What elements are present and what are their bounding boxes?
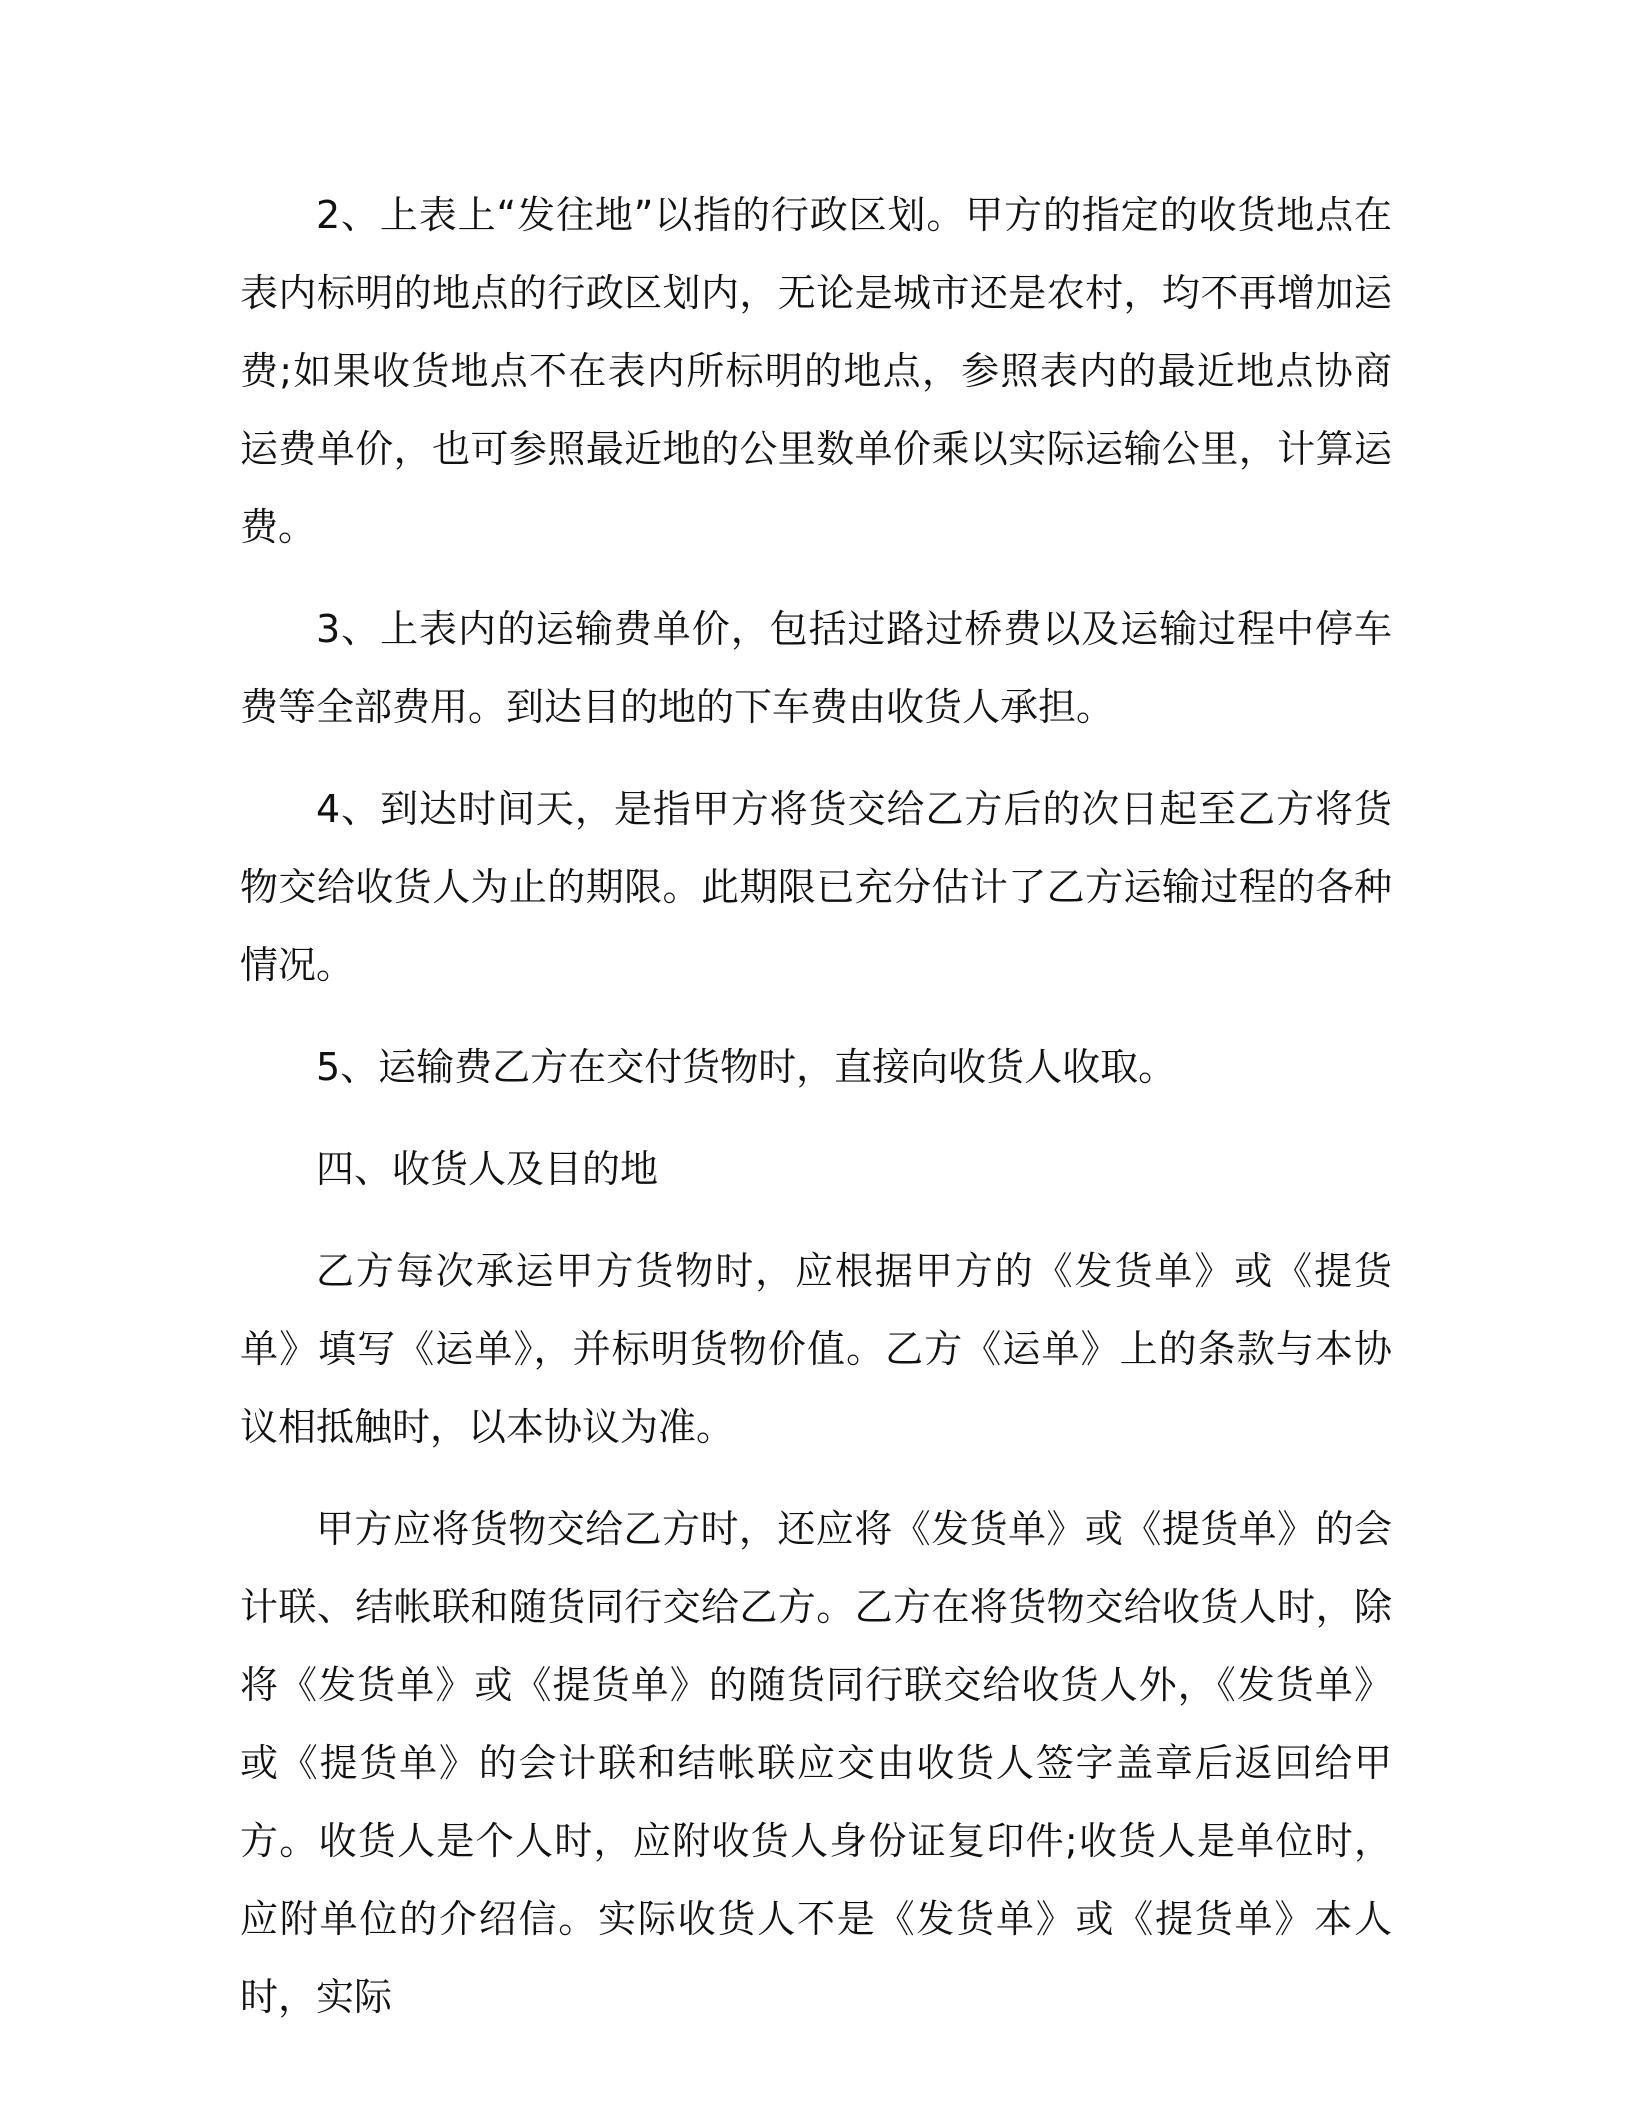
paragraph-fee-scope: 3、上表内的运输费单价，包括过路过桥费以及运输过程中停车费等全部费用。到达目的地的下车费由收货人承担。 (240, 607, 1392, 729)
paragraph-fee-collection: 5、运输费乙方在交付货物时，直接向收货人收取。 (316, 1045, 1177, 1089)
paragraph-waybill: 乙方每次承运甲方货物时，应根据甲方的《发货单》或《提货单》填写《运单》，并标明货物价值。乙方《运单》上的条款与本协议相抵触时，以本协议为准。 (240, 1249, 1392, 1449)
paragraph-delivery-documents: 甲方应将货物交给乙方时，还应将《发货单》或《提货单》的会计联、结帐联和随货同行交给乙方。乙方在将货物交给收货人时，除将《发货单》或《提货单》的随货同行联交给收货人外，《发货单》或《提货单》的会计联和结帐联应交由收货人签字盖章后返回给甲方。收货人是个人时，应附收货人身份证复印件;收货人是单位时，应附单位的介绍信。实际收货人不是《发货单》或《提货单》本人时，实际 (240, 1507, 1392, 2019)
paragraph-transport-area: 2、上表上“发往地”以指的行政区划。甲方的指定的收货地点在表内标明的地点的行政区划内，无论是城市还是农村，均不再增加运费;如果收货地点不在表内所标明的地点，参照表内的最近地点协商运费单价，也可参照最近地的公里数单价乘以实际运输公里，计算运费。 (240, 193, 1392, 549)
section-heading-consignee: 四、收货人及目的地 (316, 1147, 659, 1191)
paragraph-arrival-time: 4、到达时间天，是指甲方将货交给乙方后的次日起至乙方将货物交给收货人为止的期限。此期限已充分估计了乙方运输过程的各种情况。 (240, 787, 1392, 987)
document-page (240, 176, 1392, 2060)
